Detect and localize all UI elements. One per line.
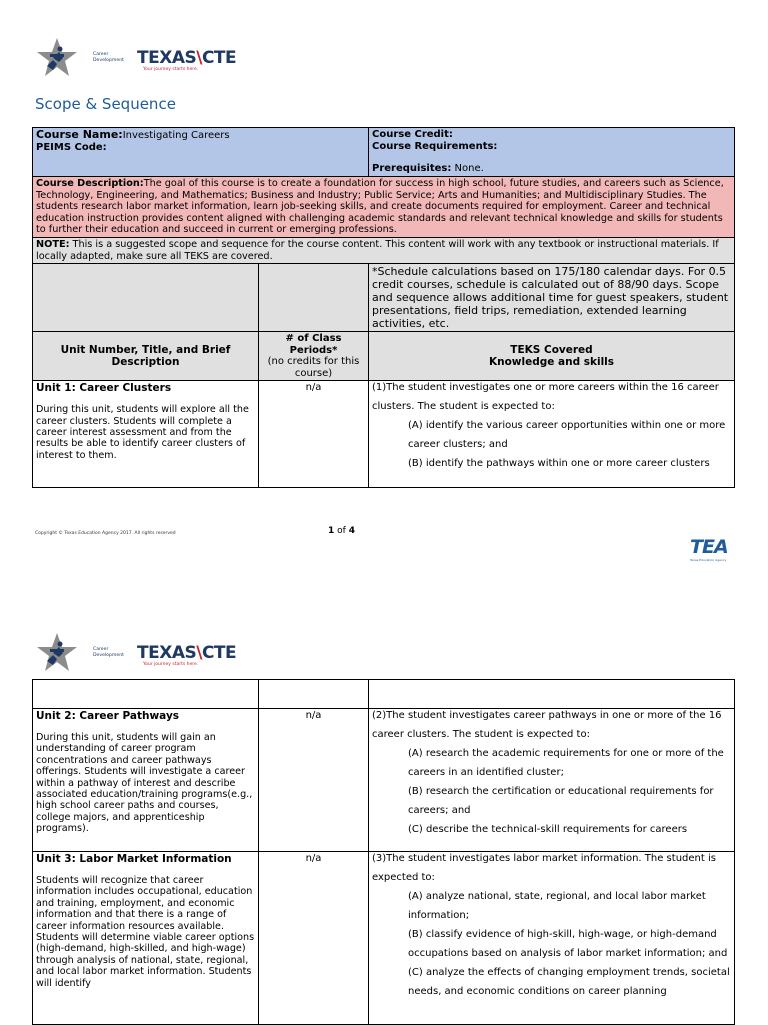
prerequisites-value: None. [454,163,484,174]
note-label: NOTE: [36,238,70,250]
peims-code-label: PEIMS Code: [36,142,107,153]
copyright-text: Copyright © Texas Education Agency 2017. All rights reserved [35,531,176,536]
blank-header-row [33,680,735,709]
unit-row [33,381,735,488]
column-header-row [33,332,735,381]
teks-item: (C) describe the technical-skill requirements for careers [408,824,688,835]
note-text: This is a suggested scope and sequence for the course content. This content will work with any textbook or instructional materials. If locally adapted, make sure all TEKS are covered. [36,238,719,262]
unit-title: Unit 2: Career Pathways [36,710,180,722]
prerequisites-label: Prerequisites: [372,163,452,174]
column-header-unit: Unit Number, Title, and Brief Description [33,332,259,381]
column-header-teks-sub: Knowledge and skills [488,356,615,369]
texas-cte-logo [137,643,237,667]
unit-description: During this unit, students will explore all the career clusters. Students will complete a career interest assessment and from the results be able to identify career clusters of interest to them. [36,404,249,461]
career-development-logo [33,631,236,675]
column-header-periods: # of Class Periods* [285,333,342,356]
unit-title: Unit 1: Career Clusters [36,382,172,395]
career-development-label: Career Development [93,647,124,658]
course-name-label: Course Name: [36,128,123,141]
texas-cte-logo [137,48,237,72]
unit-row [33,709,735,852]
texas-cte-wordmark: TEXAS\CTE [137,48,237,68]
logo-tagline: Your journey starts here. [143,67,199,72]
unit-row [33,852,735,1025]
teks-item: (B) identify the pathways within one or more career clusters [408,458,710,470]
unit-periods: n/a [259,709,369,852]
texas-cte-wordmark: TEXAS\CTE [137,643,237,663]
teks-item: (B) research the certification or educational requirements for careers; and [408,786,714,816]
note-row [33,237,735,263]
teks-intro: (1)The student investigates one or more careers within the 16 career clusters. The student is expected to: [372,382,719,413]
career-development-logo [33,36,236,80]
unit-description: During this unit, students will gain an understanding of career program concentrations and career pathways offerings. Students will investigate a career within a pathway of interest and describe associated education/training programs(e.g., high school career paths and courses, college majors, and apprenticeship programs). [36,732,253,835]
page-gap [0,570,768,625]
course-name-value: Investigating Careers [122,130,230,141]
schedule-row [33,264,735,332]
course-description-label: Course Description: [36,178,144,189]
course-description-row [33,177,735,238]
page-title: Scope & Sequence [35,95,176,113]
document-page-2 [0,625,768,1024]
course-table [32,127,735,488]
unit-table-continued [32,679,735,1025]
course-credit-label: Course Credit: [372,129,453,140]
unit-description: Students will recognize that career information includes occupational, education and training, employment, and economic information and that there is a range of career information resources available. Students will determine viable career options (high-demand, high-skilled, and high-wage) through analysis of national, state, regional, and local labor market information. Students will identify [36,875,255,989]
column-header-teks: TEKS Covered [510,344,593,357]
page-number: 1 of 4 [328,526,355,536]
unit-periods: n/a [259,852,369,1025]
course-info-row [33,128,735,177]
logo-tagline: Your journey starts here. [143,662,199,667]
star-runner-icon [33,36,85,80]
career-development-label: Career Development [93,52,124,63]
teks-item: (A) identify the various career opportunities within one or more career clusters; and [408,420,726,451]
teks-item: (A) analyze national, state, regional, and local labor market information; [408,891,706,921]
teks-item: (B) classify evidence of high-skill, high-wage, or high-demand occupations based on analysis of labor market information; and [408,929,728,959]
unit-title: Unit 3: Labor Market Information [36,853,232,865]
teks-intro: (2)The student investigates career pathways in one or more of the 16 career clusters. The student is expected to: [372,710,722,740]
teks-intro: (3)The student investigates labor market information. The student is expected to: [372,853,716,883]
star-runner-icon [33,631,85,675]
course-description-text: The goal of this course is to create a foundation for success in high school, future studies, and careers such as Science, Technology, Engineering, and Mathematics; Business and Industry; Public Service; Arts and Humanities; and Multidisciplinary Studies. The students research labor market information, learn job-seeking skills, and create documents required for employment. Career and technical education instruction provides content aligned with challenging academic standards and relevant technical knowledge and skills for students to further their education and succeed in current or emerging professions. [36,178,724,236]
tea-subtitle: Texas Education Agency [690,558,727,562]
course-requirements-label: Course Requirements: [372,141,498,152]
tea-logo [690,536,728,562]
schedule-note: *Schedule calculations based on 175/180 calendar days. For 0.5 credit courses, schedule is calculated out of 88/90 days. Scope and sequence allows additional time for guest speakers, student presentations, field trips, remediation, extended learning activities, etc. [369,264,735,332]
tea-wordmark: TEA [690,536,728,558]
column-header-periods-sub: (no credits for this course) [267,356,360,379]
unit-periods: n/a [259,381,369,488]
teks-item: (A) research the academic requirements for one or more of the careers in an identified cluster; [408,748,724,778]
teks-item: (C) analyze the effects of changing employment trends, societal needs, and economic conditions on career planning [408,967,730,997]
